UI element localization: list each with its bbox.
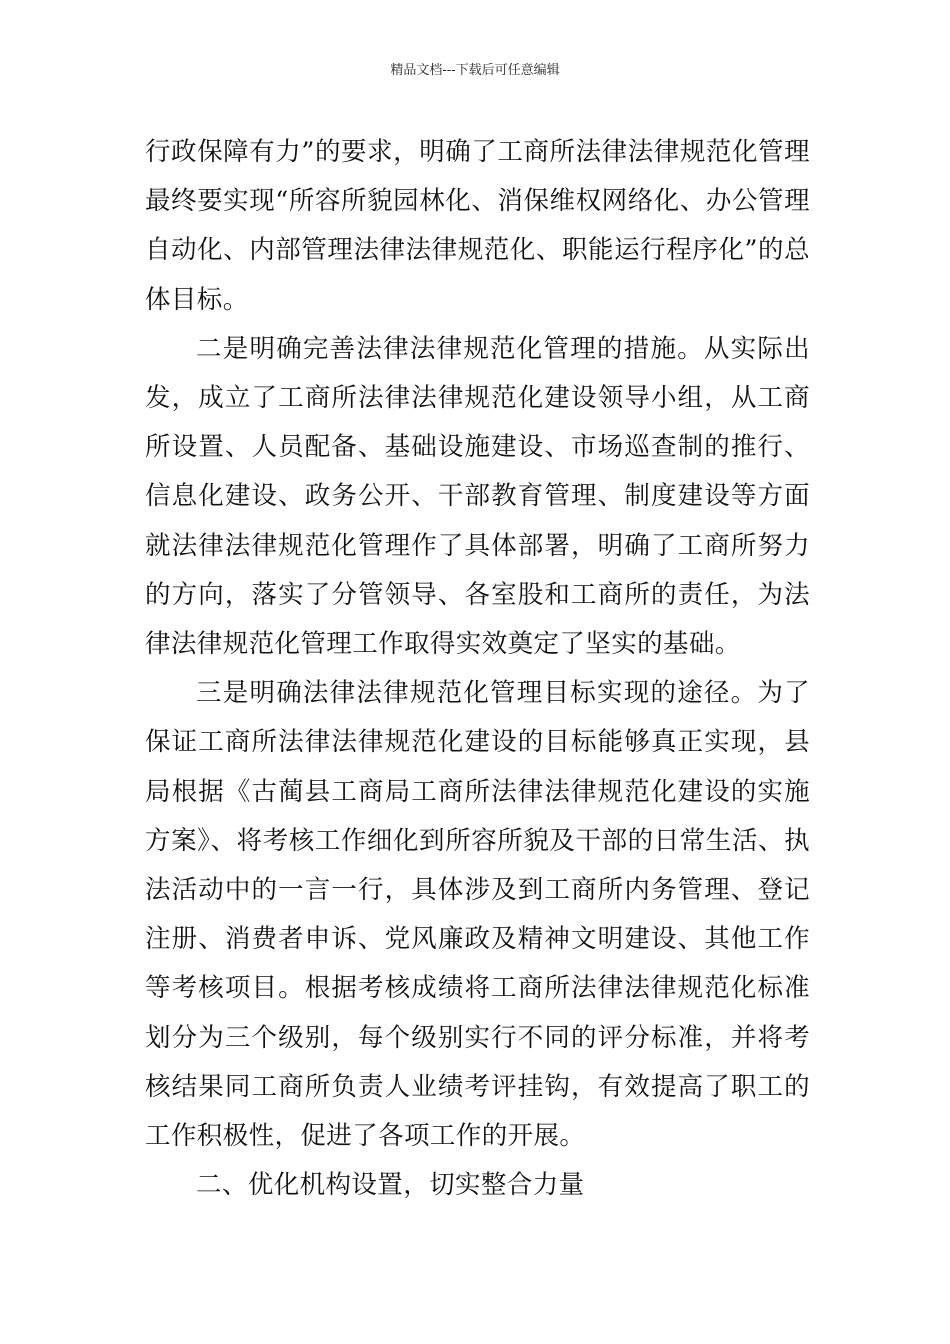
document-body [145, 128, 810, 1210]
paragraph-goal-continuation: 行政保障有力”的要求，明确了工商所法律法律规范化管理最终要实现“所容所貌园林化、消保维权网络化、办公管理自动化、内部管理法律法律规范化、职能运行程序化”的总体目标。 [145, 137, 810, 315]
paragraph-approach: 三是明确法律法律规范化管理目标实现的途径。为了保证工商所法律法律规范化建设的目标能够真正实现，县局根据《古蔺县工商局工商所法律法律规范化建设的实施方案》、将考核工作细化到所容所貌及干部的日常生活、执法活动中的一言一行，具体涉及到工商所内务管理、登记注册、消费者申诉、党风廉政及精神文明建设、其他工作等考核项目。根据考核成绩将工商所法律法律规范化标准划分为三个级别，每个级别实行不同的评分标准，并将考核结果同工商所负责人业绩考评挂钩，有效提高了职工的工作积极性，促进了各项工作的开展。 [145, 678, 810, 1152]
section-heading: 二、优化机构设置，切实整合力量 [196, 1170, 585, 1201]
paragraph-measures: 二是明确完善法律法律规范化管理的措施。从实际出发，成立了工商所法律法律规范化建设领导小组，从工商所设置、人员配备、基础设施建设、市场巡查制的推行、信息化建设、政务公开、干部教育管理、制度建设等方面就法律法律规范化管理作了具体部署，明确了工商所努力的方向，落实了分管领导、各室股和工商所的责任，为法律法律规范化管理工作取得实效奠定了坚实的基础。 [145, 333, 810, 660]
page-header: 精品文档---下载后可任意编辑 [390, 63, 560, 78]
